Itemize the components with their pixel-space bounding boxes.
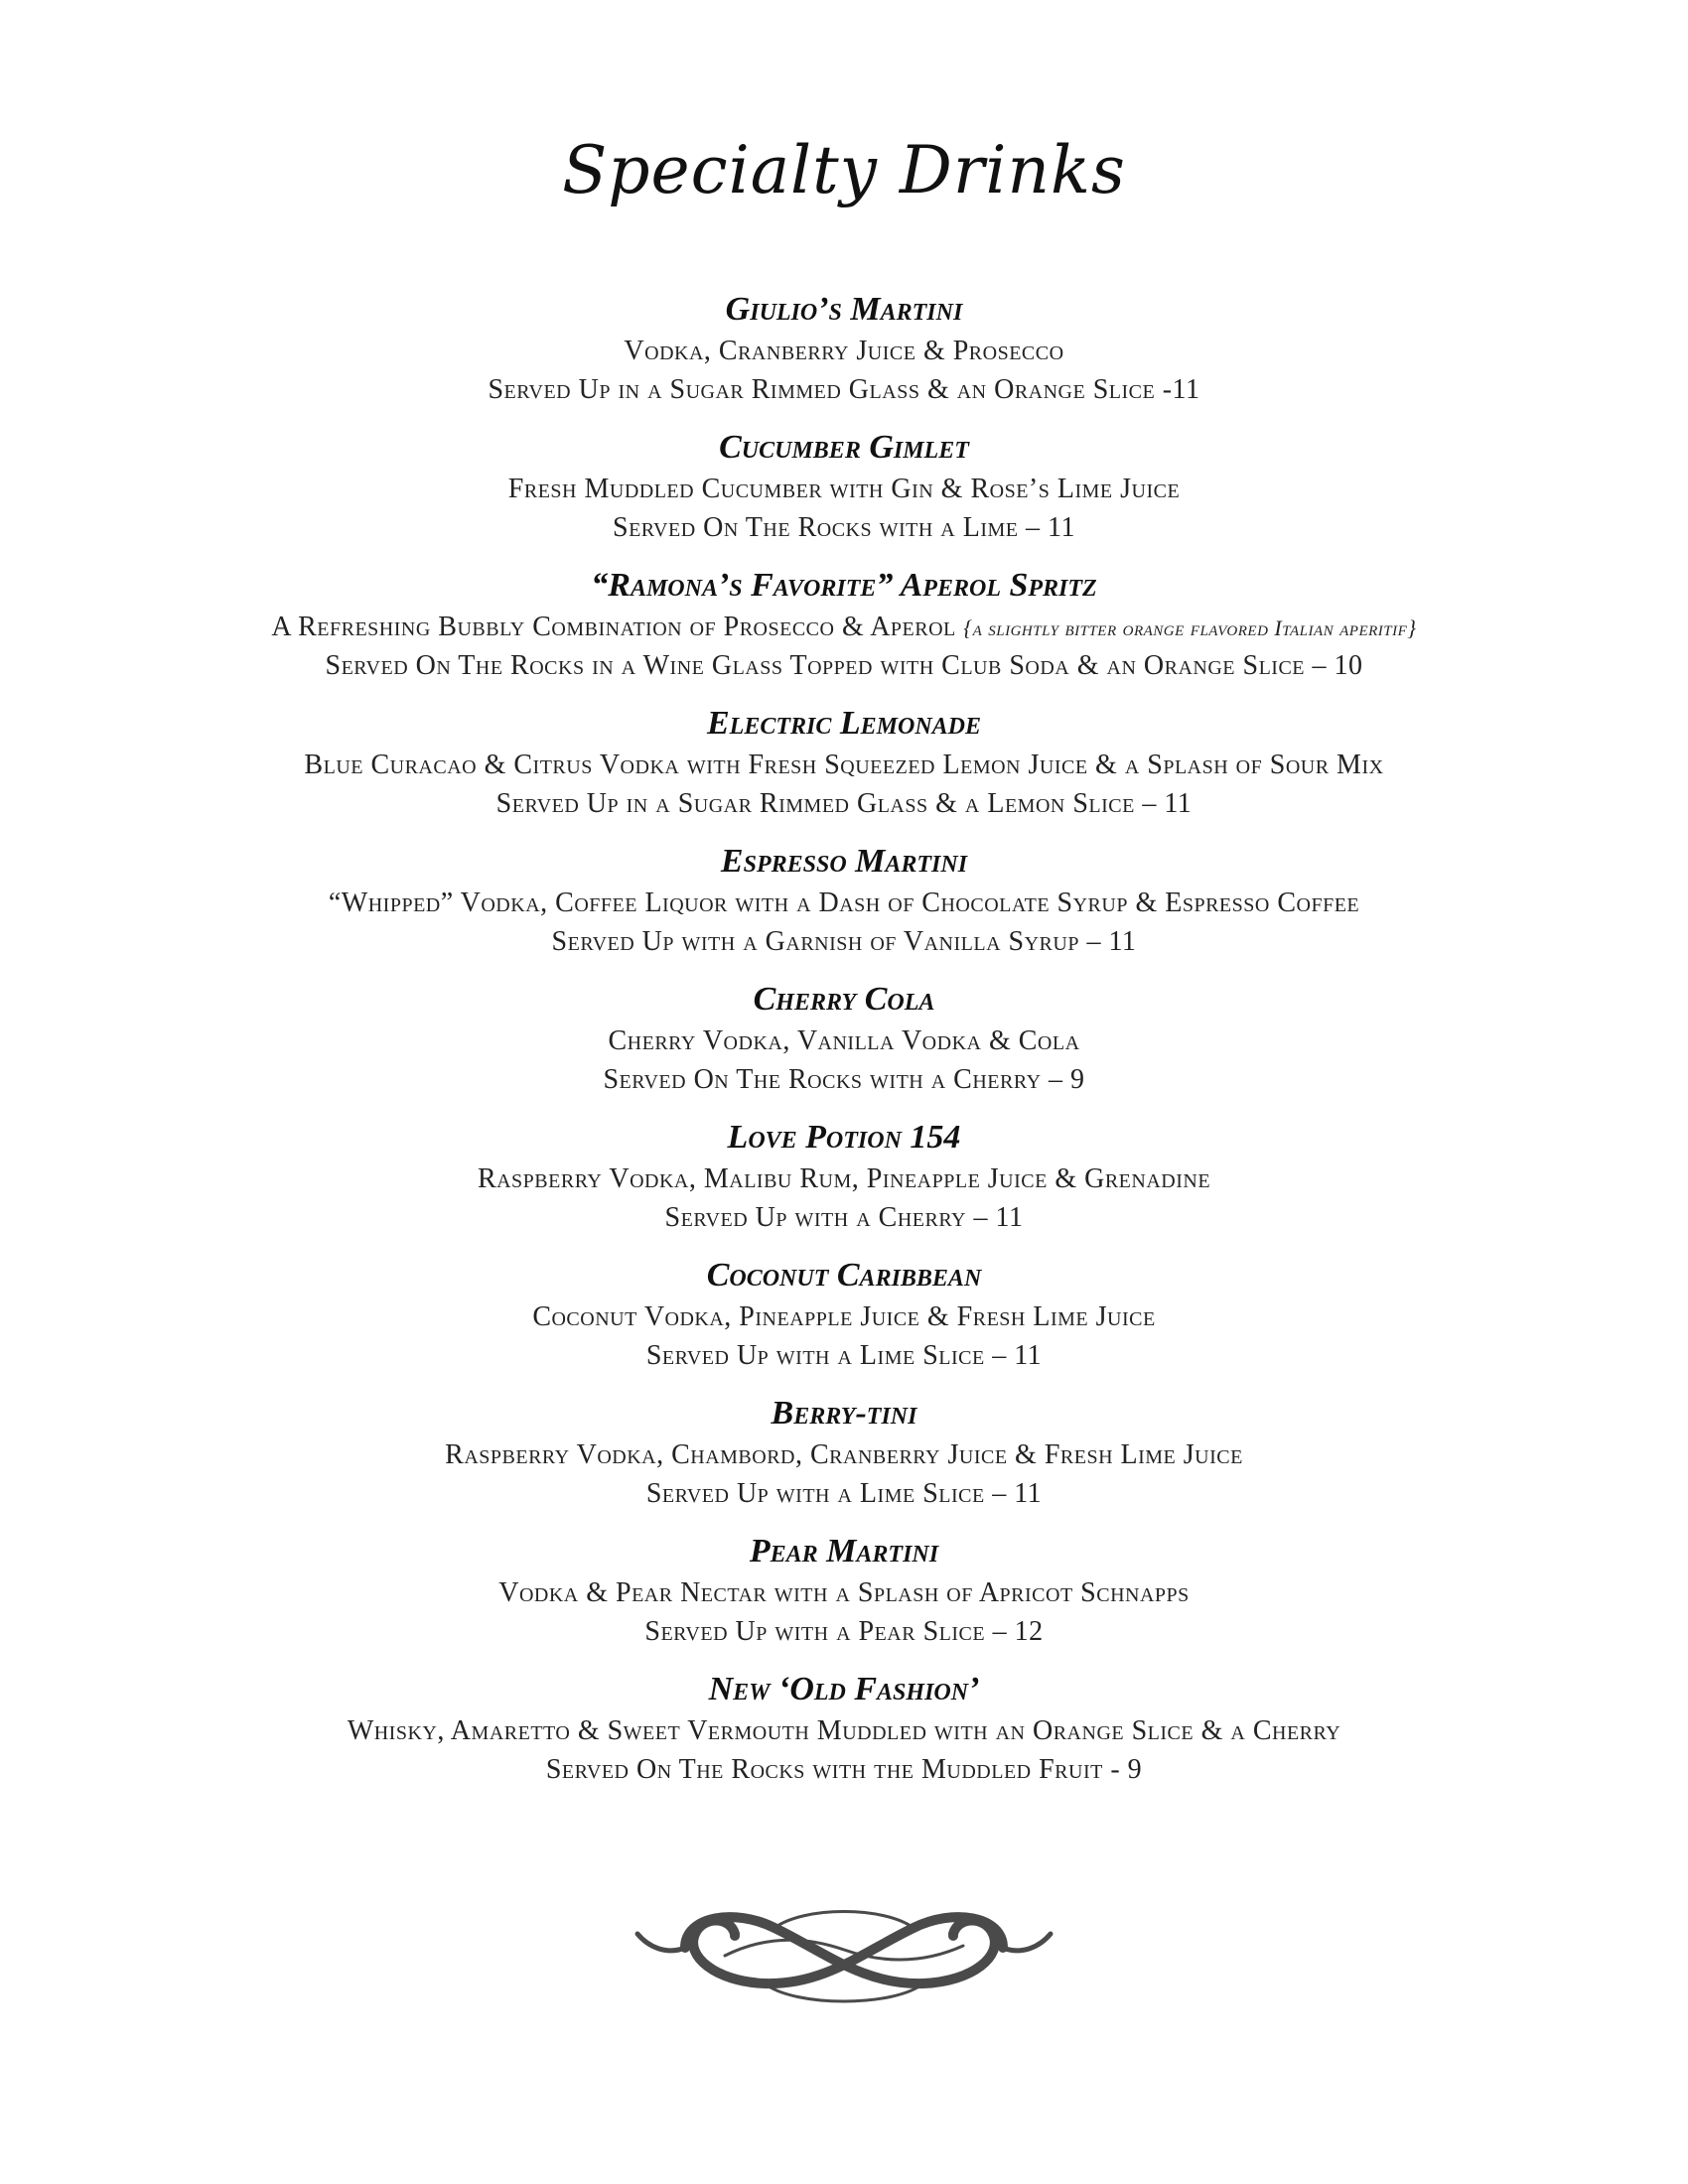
drink-name: Giulio’s Martini: [725, 291, 963, 328]
drink-item: [0, 978, 1688, 1116]
drink-name: Cherry Cola: [753, 981, 935, 1018]
drink-serving: Served Up with a Cherry – 11: [664, 1202, 1024, 1233]
drink-item: [0, 1254, 1688, 1392]
drink-ingredients: Vodka & Pear Nectar with a Splash of Apricot Schnapps: [498, 1577, 1190, 1608]
drink-serving: Served Up in a Sugar Rimmed Glass & an Orange Slice -11: [488, 374, 1200, 405]
drink-note: {a slightly bitter orange flavored Italian aperitif}: [963, 615, 1417, 640]
drink-serving: Served On The Rocks with the Muddled Fruit - 9: [545, 1754, 1143, 1785]
drink-ingredients: Fresh Muddled Cucumber with Gin & Rose’s Lime Juice: [507, 474, 1181, 504]
drink-name: Coconut Caribbean: [706, 1257, 982, 1294]
drink-item: [0, 564, 1688, 702]
drink-ingredients: Raspberry Vodka, Malibu Rum, Pineapple Juice & Grenadine: [477, 1163, 1211, 1194]
drink-name: Berry-tini: [771, 1395, 917, 1432]
drink-item: [0, 426, 1688, 564]
drink-item: [0, 1530, 1688, 1668]
drink-serving: Served On The Rocks with a Lime – 11: [613, 512, 1075, 543]
drink-ingredients: Whisky, Amaretto & Sweet Vermouth Muddled with an Orange Slice & a Cherry: [347, 1715, 1341, 1746]
drink-item: [0, 840, 1688, 978]
drink-ingredients: A Refreshing Bubbly Combination of Prosecco & Aperol: [271, 612, 956, 642]
drink-item: [0, 1392, 1688, 1530]
drink-serving: Served Up with a Pear Slice – 12: [644, 1616, 1044, 1647]
drink-ingredients: Vodka, Cranberry Juice & Prosecco: [624, 336, 1064, 366]
drink-item: [0, 702, 1688, 840]
drink-serving: Served Up with a Garnish of Vanilla Syrup – 11: [551, 926, 1137, 957]
drink-name: New ‘Old Fashion’: [708, 1671, 980, 1707]
drink-item: [0, 1116, 1688, 1254]
drink-item: [0, 1668, 1688, 1806]
drink-name: Pear Martini: [749, 1533, 939, 1570]
drink-name: Electric Lemonade: [707, 705, 981, 742]
drink-serving: Served Up in a Sugar Rimmed Glass & a Lemon Slice – 11: [495, 788, 1193, 819]
drink-name: Espresso Martini: [720, 843, 968, 880]
drink-ingredients: Blue Curacao & Citrus Vodka with Fresh Squeezed Lemon Juice & a Splash of Sour Mix: [304, 750, 1384, 780]
ornamental-flourish-icon: [626, 1886, 1062, 2015]
drink-item: [0, 288, 1688, 426]
drink-name: “Ramona’s Favorite” Aperol Spritz: [591, 567, 1097, 604]
drink-ingredients: Raspberry Vodka, Chambord, Cranberry Juice & Fresh Lime Juice: [445, 1439, 1243, 1470]
drink-ingredients: “Whipped” Vodka, Coffee Liquor with a Dash of Chocolate Syrup & Espresso Coffee: [328, 887, 1360, 918]
drink-ingredients-line: [0, 608, 1688, 646]
drink-serving: Served Up with a Lime Slice – 11: [645, 1340, 1043, 1371]
drink-serving: Served On The Rocks in a Wine Glass Topped with Club Soda & an Orange Slice – 10: [325, 650, 1363, 681]
drinks-list: [0, 288, 1688, 1806]
drink-serving: Served On The Rocks with a Cherry – 9: [603, 1064, 1085, 1095]
drink-ingredients: Coconut Vodka, Pineapple Juice & Fresh Lime Juice: [532, 1301, 1156, 1332]
drink-ingredients: Cherry Vodka, Vanilla Vodka & Cola: [608, 1025, 1080, 1056]
drink-name: Cucumber Gimlet: [719, 429, 969, 466]
drink-name: Love Potion 154: [727, 1119, 961, 1156]
drink-serving: Served Up with a Lime Slice – 11: [645, 1478, 1043, 1509]
page-title: Specialty Drinks: [562, 132, 1126, 208]
